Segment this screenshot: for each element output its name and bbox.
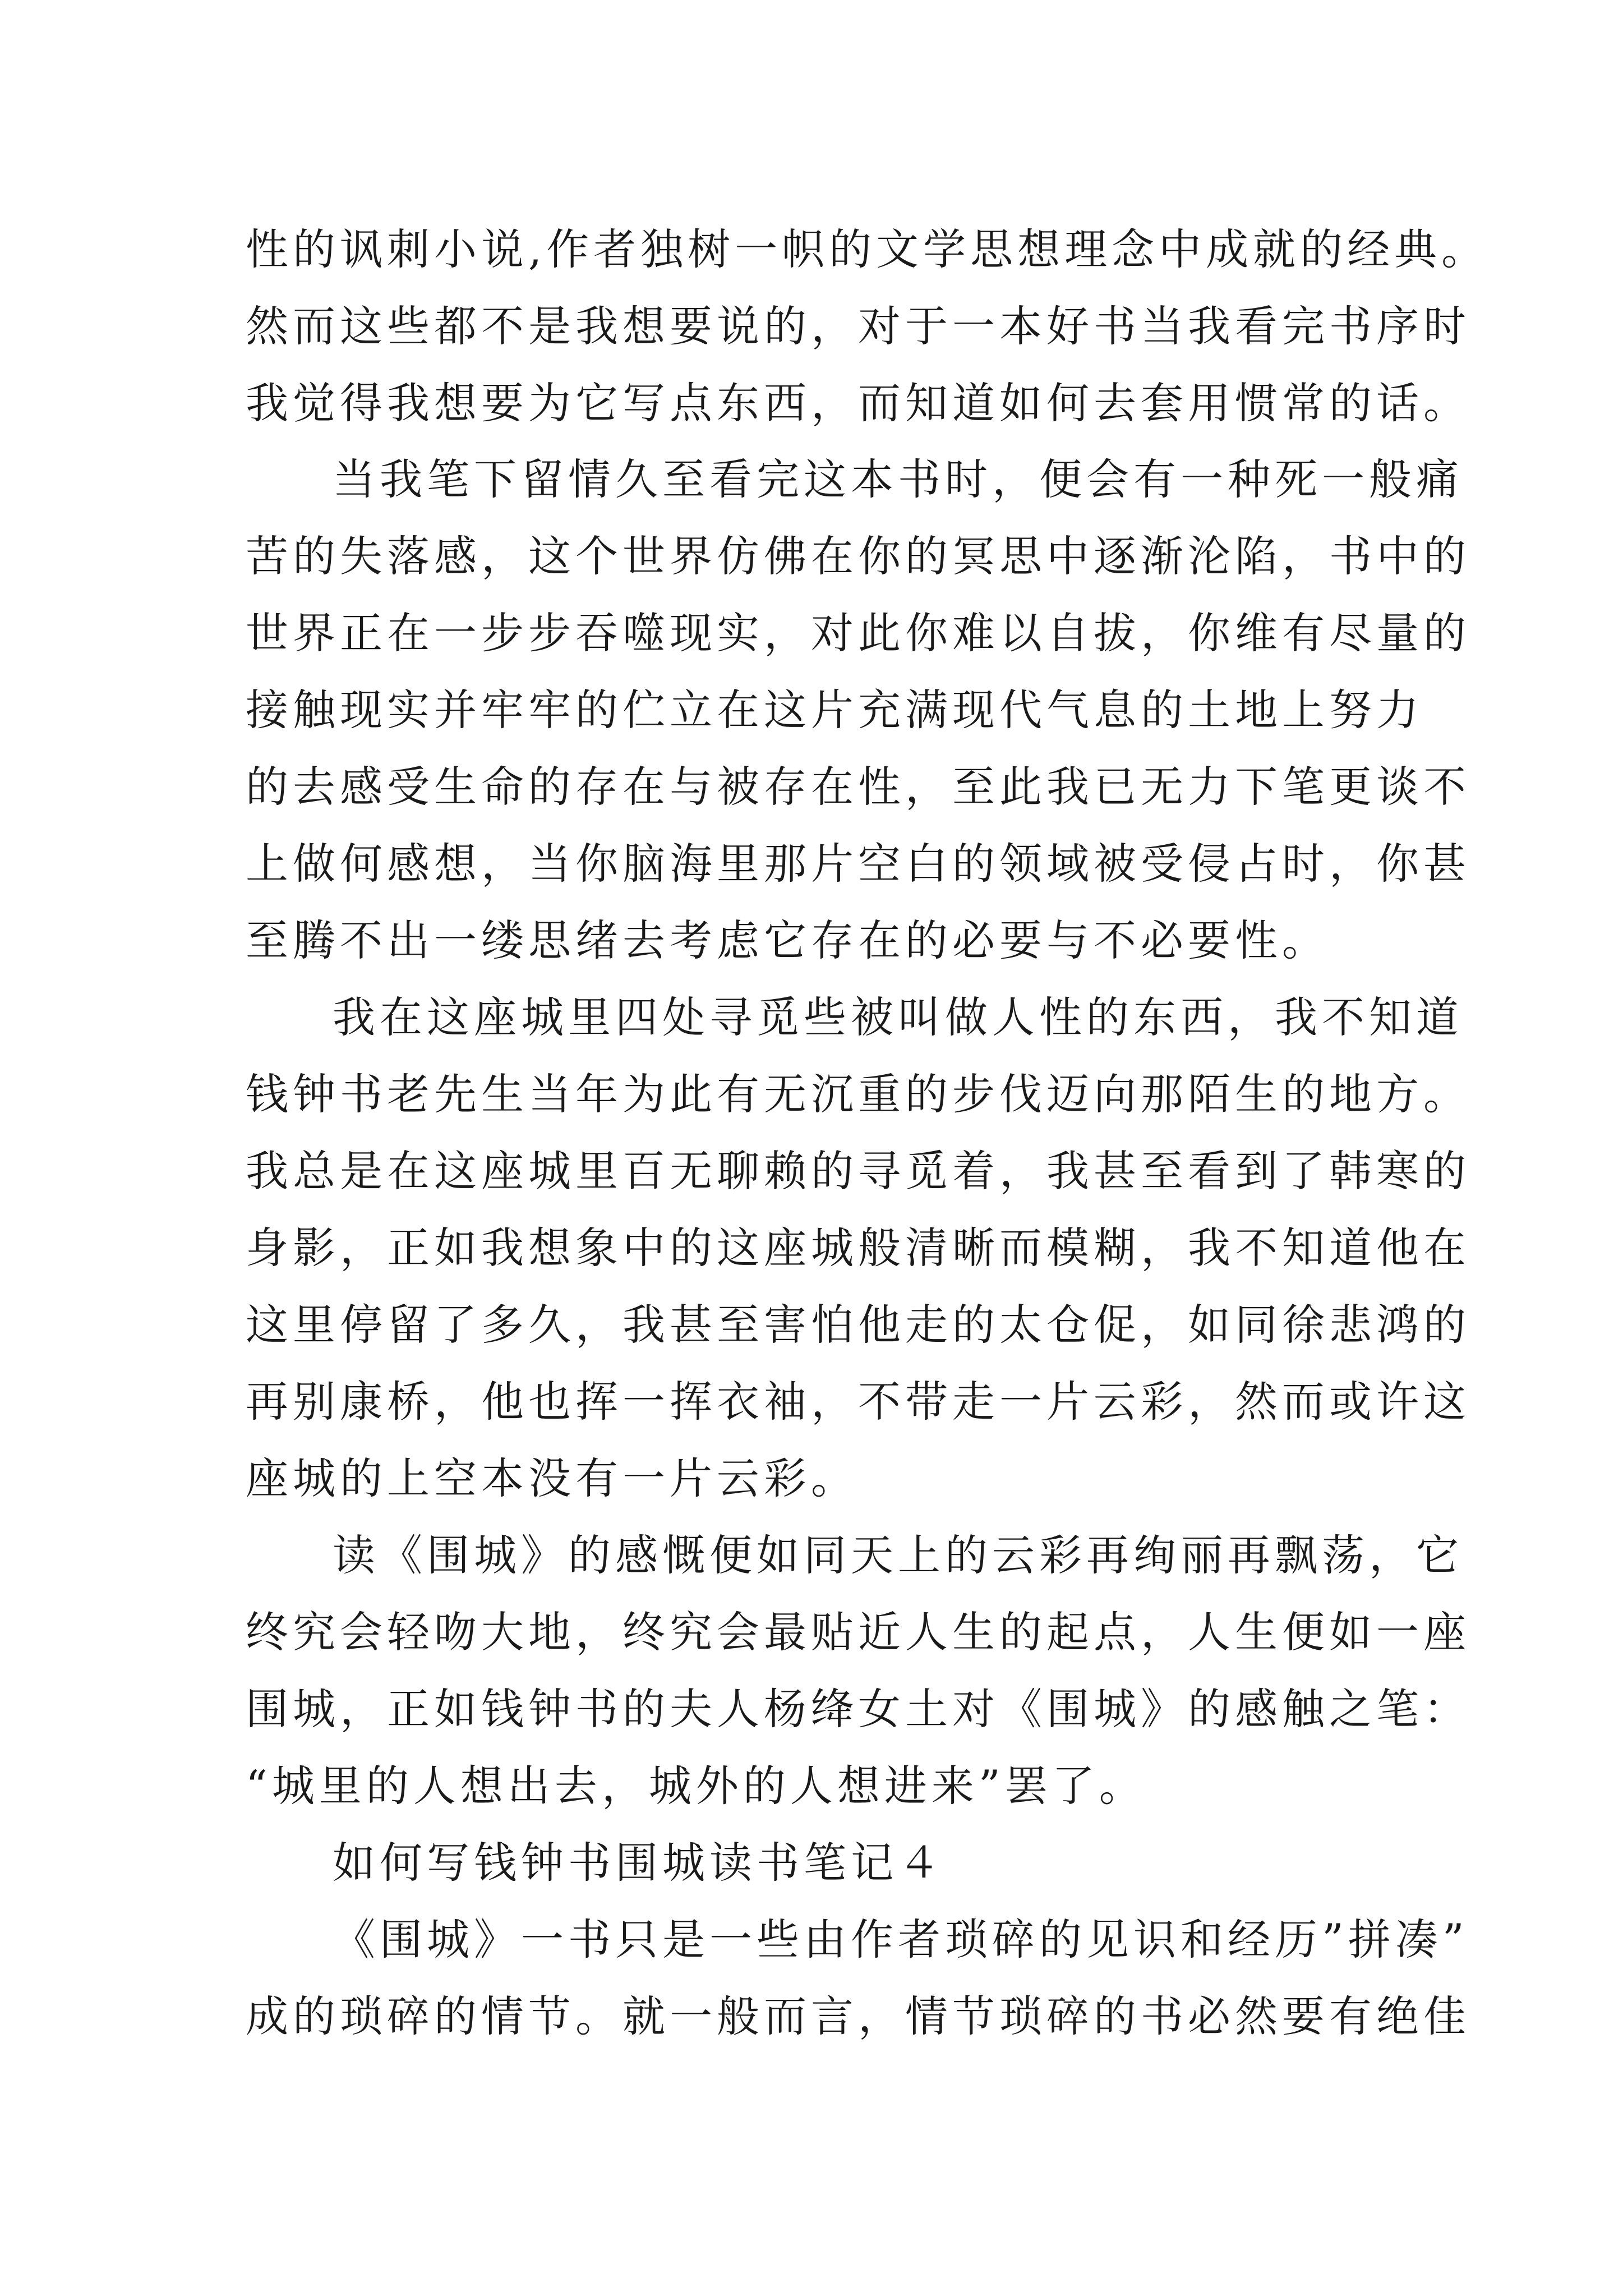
text-line: “城里的人想出去，城外的人想进来”罢了。 bbox=[246, 1761, 1146, 1811]
text-line: 上做何感想，当你脑海里那片空白的领域被受侵占时，你甚 bbox=[246, 839, 1470, 889]
text-line: 我觉得我想要为它写点东西，而知道如何去套用惯常的话。 bbox=[246, 378, 1470, 428]
text-line: 至腾不出一缕思绪去考虑它存在的必要与不必要性。 bbox=[246, 915, 1329, 965]
text-line: 再别康桥，他也挥一挥衣袖，不带走一片云彩，然而或许这 bbox=[246, 1377, 1470, 1427]
text-line: 的去感受生命的存在与被存在性，至此我已无力下笔更谈不 bbox=[246, 762, 1470, 812]
text-line: 接触现实并牢牢的伫立在这片充满现代气息的土地上努力 bbox=[246, 685, 1423, 735]
text-line: 当我笔下留情久至看完这本书时，便会有一种死一般痛 bbox=[333, 454, 1463, 504]
text-line: 这里停留了多久，我甚至害怕他走的太仓促，如同徐悲鸿的 bbox=[246, 1300, 1470, 1350]
text-line: 我在这座城里四处寻觅些被叫做人性的东西，我不知道 bbox=[333, 992, 1463, 1042]
text-line: 身影，正如我想象中的这座城般清晰而模糊，我不知道他在 bbox=[246, 1223, 1470, 1273]
section-heading: 如何写钱钟书围城读书笔记４ bbox=[333, 1838, 945, 1888]
text-line: 钱钟书老先生当年为此有无沉重的步伐迈向那陌生的地方。 bbox=[246, 1069, 1470, 1119]
text-line: 座城的上空本没有一片云彩。 bbox=[246, 1453, 858, 1503]
text-line: 成的琐碎的情节。就一般而言，情节琐碎的书必然要有绝佳 bbox=[246, 1991, 1470, 2041]
text-line: 《围城》一书只是一些由作者琐碎的见识和经历”拼凑” bbox=[333, 1915, 1469, 1964]
text-line: 苦的失落感，这个世界仿佛在你的冥思中逐渐沦陷，书中的 bbox=[246, 531, 1470, 581]
text-line: 然而这些都不是我想要说的，对于一本好书当我看完书序时 bbox=[246, 301, 1470, 351]
text-line: 终究会轻吻大地，终究会最贴近人生的起点，人生便如一座 bbox=[246, 1607, 1470, 1657]
text-line: 性的讽刺小说,作者独树一帜的文学思想理念中成就的经典。 bbox=[246, 224, 1489, 274]
text-line: 读《围城》的感慨便如同天上的云彩再绚丽再飘荡，它 bbox=[333, 1530, 1463, 1580]
text-line: 世界正在一步步吞噬现实，对此你难以自拔，你维有尽量的 bbox=[246, 608, 1470, 658]
text-line: 围城，正如钱钟书的夫人杨绛女土对《围城》的感触之笔： bbox=[246, 1684, 1470, 1734]
text-line: 我总是在这座城里百无聊赖的寻觅着，我甚至看到了韩寒的 bbox=[246, 1146, 1470, 1196]
